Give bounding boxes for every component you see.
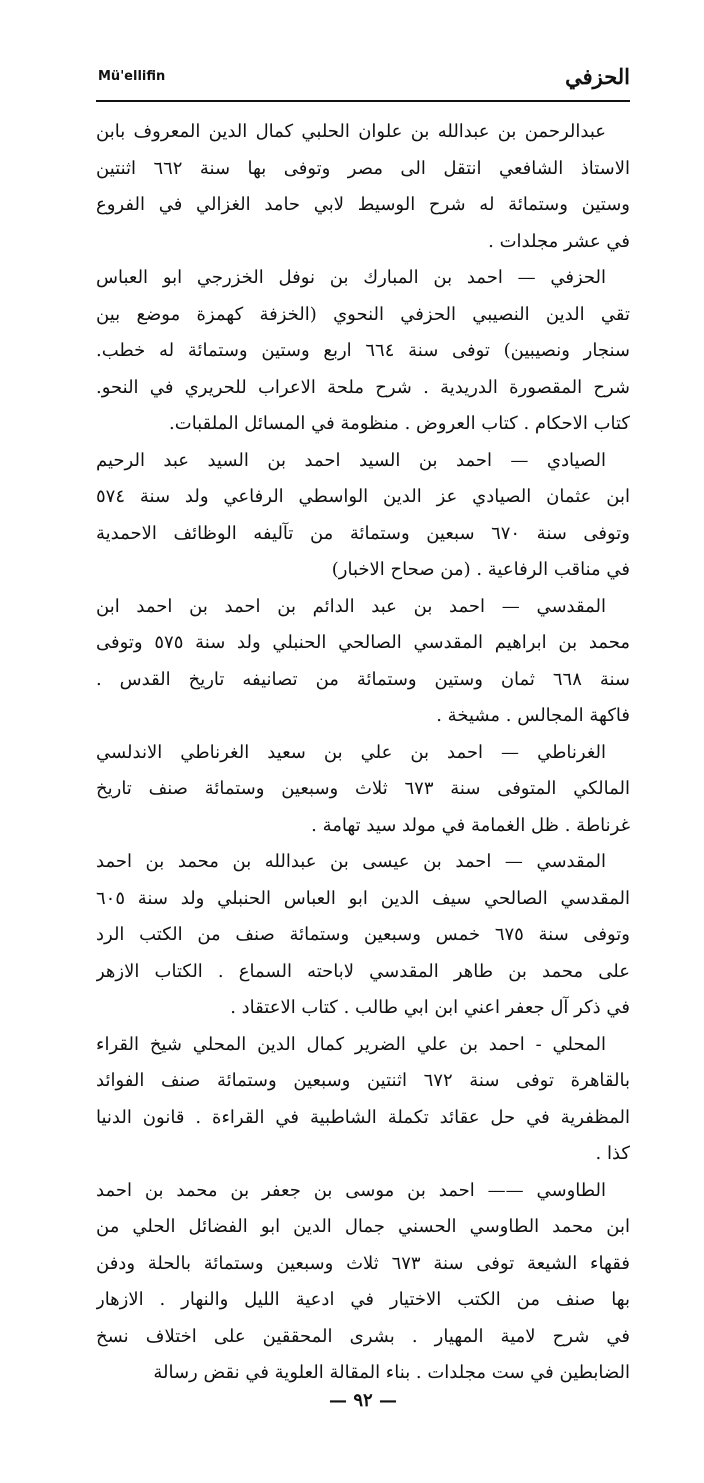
text-line: الضابطين في ست مجلدات . بناء المقالة العلوية في نقض رسالة	[153, 1362, 630, 1383]
text-line: الطاوسي —— احمد بن موسى بن جعفر بن محمد بن احمد	[96, 1179, 606, 1201]
text-line: المقدسي الصالحي سيف الدين ابو العباس الحنبلي ولد سنة ٦٠٥	[96, 887, 630, 909]
text-line: المظفرية في حل عقائد تكملة الشاطبية في القراءة . قانون الدنيا	[96, 1106, 630, 1128]
text-line: فاكهة المجالس . مشيخة .	[436, 705, 630, 726]
text-line: المقدسي — احمد بن عيسى بن عبدالله بن محمد بن احمد	[96, 851, 606, 872]
text-line: بالقاهرة توفى سنة ٦٧٢ اثنتين وسبعين وستمائة صنف الفوائد	[96, 1070, 630, 1091]
biography-entry	[96, 844, 630, 1027]
text-line: في مناقب الرفاعية . (من صحاح الاخبار)	[331, 559, 630, 580]
document-page	[96, 60, 630, 1430]
biography-entry	[96, 1173, 630, 1392]
text-line: سنة ٦٦٨ ثمان وستين وستمائة من تصانيفه تاريخ القدس .	[96, 668, 630, 690]
text-line: الصيادي — احمد بن السيد احمد بن السيد عبد الرحيم	[96, 449, 606, 471]
text-line: المالكي المتوفى سنة ٦٧٣ ثلاث وسبعين وستمائة صنف تاريخ	[96, 778, 630, 799]
text-line: عبدالرحمن بن عبدالله بن علوان الحلبي كمال الدين المعروف بابن	[96, 121, 606, 142]
text-line: في شرح لامية المهيار . بشرى المحققين على اختلاف نسخ	[96, 1325, 630, 1347]
page-header	[96, 60, 630, 102]
page-number: — ٩٢ —	[329, 1390, 397, 1411]
biography-entry	[96, 114, 630, 260]
text-line: كذا .	[595, 1143, 630, 1164]
text-line: المقدسي — احمد بن عبد الدائم بن احمد بن احمد ابن	[96, 595, 606, 617]
text-line: ابن محمد الطاوسي الحسني جمال الدين ابو الفضائل الحلي من	[96, 1216, 630, 1237]
body-text	[96, 114, 630, 1392]
biography-entry	[96, 589, 630, 735]
running-head-latin: Mü'ellifin	[98, 69, 166, 84]
text-line: ابن عثمان الصيادي عز الدين الواسطي الرفاعي ولد سنة ٥٧٤	[96, 486, 630, 507]
text-line: سنجار ونصيبين) توفى سنة ٦٦٤ اربع وستين وستمائة له خطب.	[96, 340, 630, 361]
text-line: الحزفي — احمد بن المبارك بن نوفل الخزرجي ابو العباس	[96, 267, 606, 288]
text-line: غرناطة . ظل الغمامة في مولد سيد تهامة .	[311, 814, 630, 836]
biography-entry	[96, 443, 630, 589]
text-line: الغرناطي — احمد بن علي بن سعيد الغرناطي الاندلسي	[96, 741, 606, 763]
biography-entry	[96, 260, 630, 443]
text-line: الاستاذ الشافعي انتقل الى مصر وتوفى بها سنة ٦٦٢ اثنتين	[96, 157, 630, 179]
text-line: على محمد بن طاهر المقدسي لاباحته السماع . الكتاب الازهر	[96, 960, 630, 982]
text-line: فقهاء الشيعة توفى سنة ٦٧٣ ثلاث وسبعين وستمائة بالحلة ودفن	[96, 1252, 630, 1274]
running-head-arabic: الحزفي	[565, 64, 630, 89]
text-line: وستين وستمائة له شرح الوسيط لابي حامد الغزالي في الفروع	[96, 194, 630, 215]
text-line: كتاب الاحكام . كتاب العروض . منظومة في المسائل الملقبات.	[169, 413, 630, 434]
text-line: محمد بن ابراهيم المقدسي الصالحي الحنبلي ولد سنة ٥٧٥ وتوفى	[96, 632, 630, 653]
biography-entry	[96, 1027, 630, 1173]
text-line: تقي الدين النصيبي الحزفي النحوي (الخزفة كهمزة موضع بين	[96, 303, 630, 325]
text-line: في عشر مجلدات .	[488, 230, 630, 252]
text-line: شرح المقصورة الدريدية . شرح ملحة الاعراب للحريري في النحو.	[96, 376, 630, 398]
biography-entry	[96, 735, 630, 845]
text-line: المحلي - احمد بن علي الضرير كمال الدين المحلي شيخ القراء	[96, 1033, 606, 1055]
text-line: بها صنف من الكتب الاختيار في ادعية الليل والنهار . الازهار	[96, 1289, 630, 1310]
text-line: في ذكر آل جعفر اعني ابن ابي طالب . كتاب الاعتقاد .	[230, 997, 630, 1018]
text-line: وتوفى سنة ٦٧٠ سبعين وستمائة من تآليفه الوظائف الاحمدية	[96, 522, 630, 544]
text-line: وتوفى سنة ٦٧٥ خمس وسبعين وستمائة صنف من الكتب الرد	[96, 924, 630, 945]
